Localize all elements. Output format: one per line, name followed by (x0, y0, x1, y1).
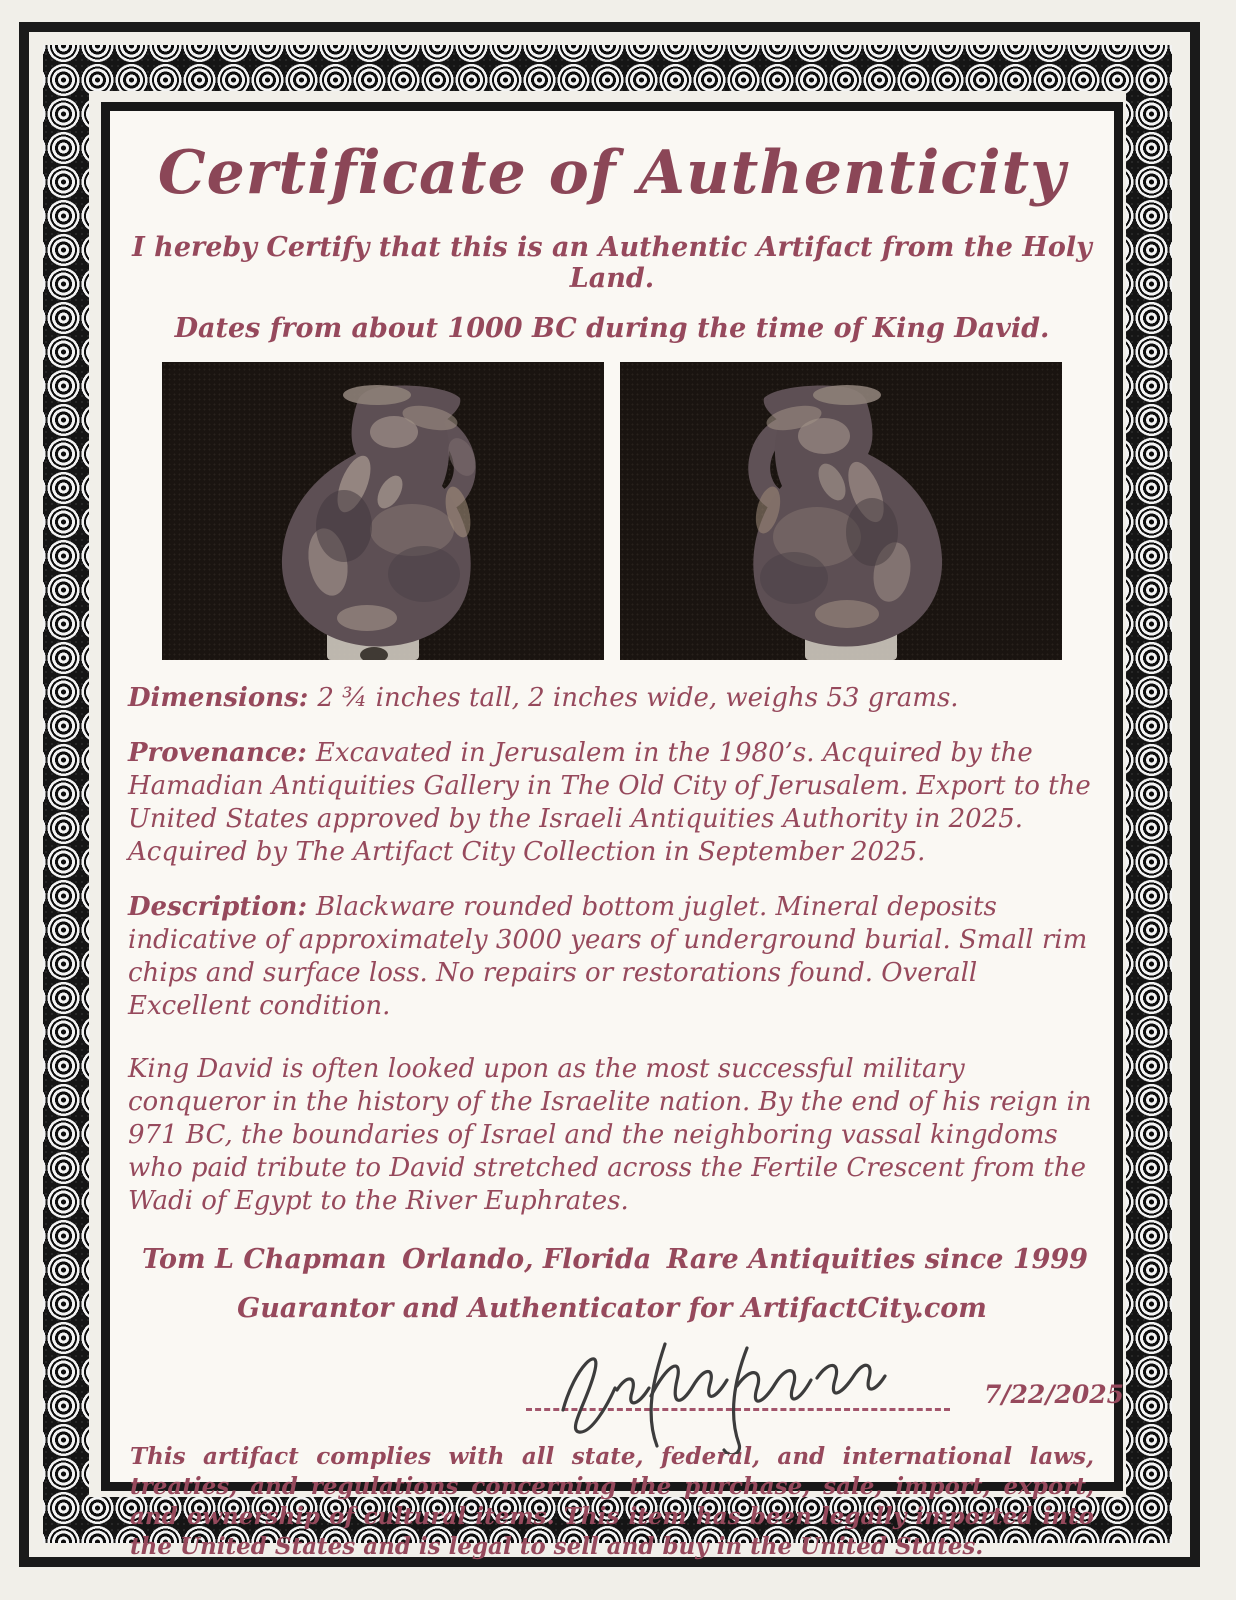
signature-date: 7/22/2025 (984, 1380, 1125, 1409)
description-paragraph (128, 891, 1096, 1023)
dimensions-paragraph (128, 682, 1096, 715)
description-label: Description: (128, 892, 308, 922)
description-text: Blackware rounded bottom juglet. Mineral deposits indicative of approximately 3000 years of underground burial. Small rim chips and surface loss. No repairs or restorations found. Overall Excellent condition. (128, 892, 1088, 1021)
juglet-illustration-mirrored (620, 362, 1062, 660)
guarantor-line: Guarantor and Authenticator for ArtifactCity.com (237, 1293, 987, 1324)
certify-statement: I hereby Certify that this is an Authentic Artifact from the Holy Land. (132, 232, 1092, 294)
certificate-title: Certificate of Authenticity (157, 138, 1067, 208)
dating-statement: Dates from about 1000 BC during the time of King David. (174, 313, 1050, 344)
authenticator-location: Orlando, Florida (402, 1244, 652, 1275)
dimensions-text: 2 ¾ inches tall, 2 inches wide, weighs 53 grams. (317, 683, 959, 713)
history-paragraph: King David is often looked upon as the most successful military conqueror in the history of the Israelite nation. By the end of his reign in 971 BC, the boundaries of Israel and the neighboring vassal kingdoms who paid tribute to David stretched across the Fertile Crescent from the Wadi of Egypt to the River Euphrates. (128, 1054, 1092, 1216)
authenticator-tagline: Rare Antiquities since 1999 (666, 1244, 1088, 1275)
artifact-photo-front (162, 362, 604, 660)
dimensions-label: Dimensions: (128, 683, 309, 713)
provenance-label: Provenance: (128, 738, 307, 768)
legal-notice: This artifact complies with all state, federal, and international laws, treaties, and regulations concerning the purchase, sale, import, export, and ownership of cultural items. This item has been legally imported into the United States and is legal to sell and buy in the United States. (130, 1443, 1094, 1560)
signature-area (128, 1328, 1125, 1440)
artifact-photos (128, 362, 1096, 660)
authenticator-name: Tom L Chapman (142, 1244, 387, 1275)
provenance-text: Excavated in Jerusalem in the 1980’s. Acquired by the Hamadian Antiquities Gallery in The Old City of Jerusalem. Export to the United States approved by the Israeli Antiquities Authority in 2025. Acquired by The Artifact City Collection in September 2025. (128, 738, 1091, 867)
artifact-photo-back (620, 362, 1062, 660)
juglet-illustration (162, 362, 604, 660)
signature-ink (533, 1314, 963, 1454)
authenticator-row (128, 1244, 1096, 1275)
certificate-content (112, 112, 1125, 1560)
provenance-paragraph (128, 737, 1096, 869)
